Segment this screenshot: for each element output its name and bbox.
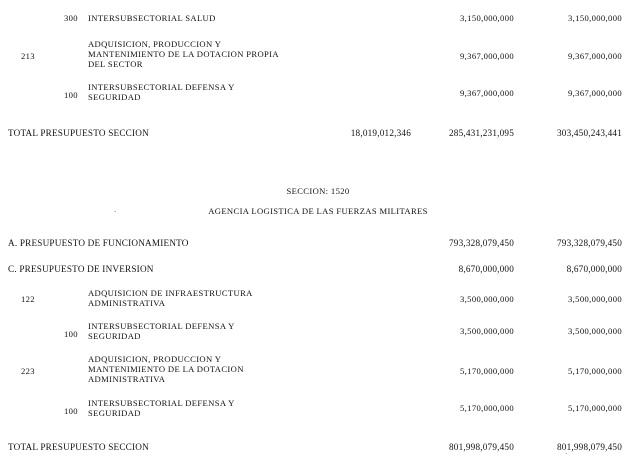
inversion-amount-col3: 8,670,000,000: [566, 264, 622, 274]
row-amount-col3: 9,367,000,000: [568, 51, 622, 61]
row-description: INTERSUBSECTORIAL DEFENSA Y SEGURIDAD: [88, 82, 235, 102]
row-amount-col2: 9,367,000,000: [460, 51, 514, 61]
row-description: INTERSUBSECTORIAL DEFENSA Y SEGURIDAD: [88, 398, 235, 418]
total-label: TOTAL PRESUPUESTO SECCION: [8, 128, 149, 138]
section-heading: SECCION: 1520: [286, 186, 350, 196]
row-amount-col2: 3,150,000,000: [460, 13, 514, 23]
total-amount-col3: 801,998,079,450: [556, 442, 622, 452]
row-amount-col3: 9,367,000,000: [568, 88, 622, 98]
row-description: ADQUISICION DE INFRAESTRUCTURA ADMINISTRATIVA: [88, 288, 253, 308]
total-amount-col2: 801,998,079,450: [448, 442, 514, 452]
row-sub-code: 300: [64, 13, 78, 23]
row-amount-col3: 5,170,000,000: [568, 403, 622, 413]
row-amount-col2: 3,500,000,000: [460, 326, 514, 336]
funcionamiento-amount-col3: 793,328,079,450: [556, 238, 622, 248]
row-sub-code: 100: [64, 329, 78, 339]
row-description: INTERSUBSECTORIAL SALUD: [88, 13, 216, 23]
row-program-code: 122: [21, 294, 35, 304]
funcionamiento-amount-col2: 793,328,079,450: [448, 238, 514, 248]
inversion-amount-col2: 8,670,000,000: [458, 264, 514, 274]
funcionamiento-label: A. PRESUPUESTO DE FUNCIONAMIENTO: [8, 238, 189, 248]
row-sub-code: 100: [64, 406, 78, 416]
row-amount-col3: 3,150,000,000: [568, 13, 622, 23]
total-amount-col3: 303,450,243,441: [556, 128, 622, 138]
row-program-code: 223: [21, 366, 35, 376]
row-amount-col2: 5,170,000,000: [460, 403, 514, 413]
scan-speck: ·: [114, 208, 117, 216]
section-name: AGENCIA LOGISTICA DE LAS FUERZAS MILITARES: [208, 206, 428, 216]
total-amount-col1: 18,019,012,346: [350, 128, 411, 138]
row-description: INTERSUBSECTORIAL DEFENSA Y SEGURIDAD: [88, 321, 235, 341]
row-program-code: 213: [21, 51, 35, 61]
total-amount-col2: 285,431,231,095: [448, 128, 514, 138]
row-amount-col3: 5,170,000,000: [568, 366, 622, 376]
row-description: ADQUISICION, PRODUCCION Y MANTENIMIENTO DE LA DOTACION PROPIA DEL SECTOR: [88, 39, 279, 69]
inversion-label: C. PRESUPUESTO DE INVERSION: [8, 264, 154, 274]
row-amount-col3: 3,500,000,000: [568, 294, 622, 304]
row-amount-col2: 3,500,000,000: [460, 294, 514, 304]
row-amount-col3: 3,500,000,000: [568, 326, 622, 336]
row-amount-col2: 9,367,000,000: [460, 88, 514, 98]
scan-speck: ·: [565, 450, 568, 458]
row-sub-code: 100: [64, 90, 78, 100]
row-description: ADQUISICION, PRODUCCION Y MANTENIMIENTO DE LA DOTACION ADMINISTRATIVA: [88, 354, 244, 384]
row-amount-col2: 5,170,000,000: [460, 366, 514, 376]
total-label: TOTAL PRESUPUESTO SECCION: [8, 442, 149, 452]
